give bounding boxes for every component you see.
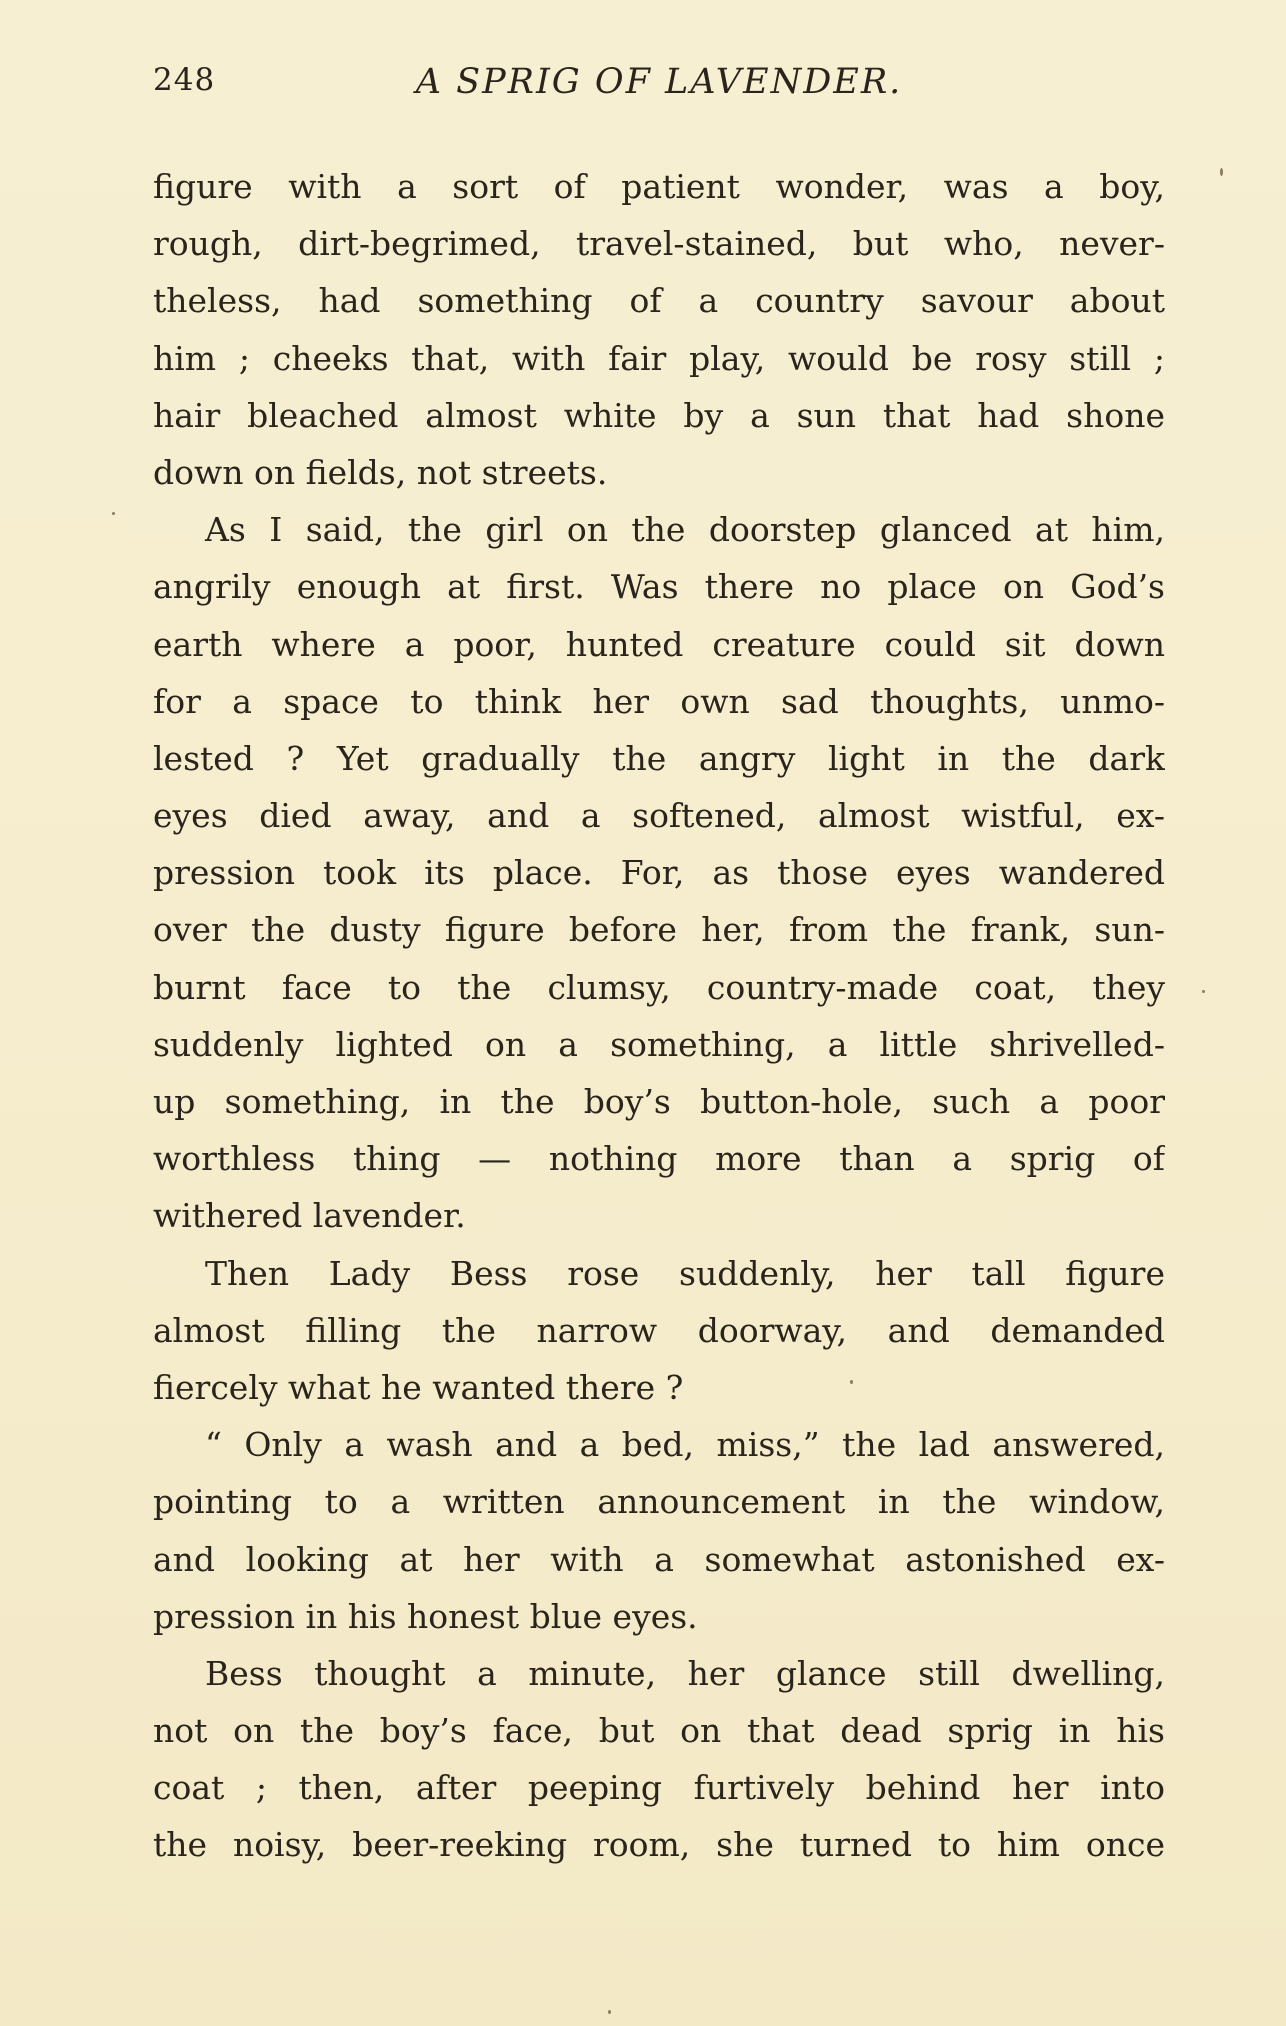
text-line: Then Lady Bess rose suddenly, her tall figure: [205, 1253, 1165, 1293]
text-line: suddenly lighted on a something, a little shrivelled-: [153, 1024, 1165, 1064]
text-line: figure with a sort of patient wonder, was a boy,: [153, 167, 1165, 206]
text-line: up something, in the boy’s button-hole, such a poor: [153, 1082, 1165, 1121]
text-line: and looking at her with a somewhat astonished ex-: [153, 1539, 1165, 1579]
paper-speck: [1202, 990, 1205, 993]
text-line: Bess thought a minute, her glance still dwelling,: [205, 1653, 1165, 1693]
text-line: pression took its place. For, as those eyes wandered: [153, 853, 1165, 893]
text-line: pression in his honest blue eyes.: [153, 1596, 698, 1636]
text-line: the noisy, beer-reeking room, she turned to him once: [153, 1825, 1165, 1865]
text-line: theless, had something of a country savour about: [153, 281, 1165, 321]
text-line: lested ? Yet gradually the angry light in the dark: [153, 738, 1165, 778]
text-line: almost filling the narrow doorway, and demanded: [153, 1310, 1165, 1350]
text-line: As I said, the girl on the doorstep glanced at him,: [205, 510, 1165, 550]
text-line: burnt face to the clumsy, country-made coat, they: [153, 967, 1165, 1007]
text-line: him ; cheeks that, with fair play, would be rosy still ;: [153, 338, 1165, 378]
body-text: [153, 158, 1165, 1874]
text-line: for a space to think her own sad thoughts, unmo-: [153, 681, 1165, 721]
text-line: angrily enough at first. Was there no place on God’s: [153, 567, 1165, 607]
text-line: not on the boy’s face, but on that dead sprig in his: [153, 1711, 1165, 1751]
text-line: hair bleached almost white by a sun that had shone: [153, 395, 1165, 435]
text-line: down on fields, not streets.: [153, 452, 608, 492]
paper-speck: [1220, 168, 1223, 176]
text-line: worthless thing — nothing more than a sprig of: [153, 1139, 1165, 1179]
text-line: pointing to a written announcement in the window,: [153, 1482, 1165, 1522]
text-line: eyes died away, and a softened, almost wistful, ex-: [153, 796, 1165, 836]
text-line: rough, dirt-begrimed, travel-stained, but who, never-: [153, 224, 1165, 264]
text-line: “ Only a wash and a bed, miss,” the lad answered,: [205, 1425, 1165, 1465]
text-line: coat ; then, after peeping furtively behind her into: [153, 1768, 1165, 1808]
running-title: A SPRIG OF LAVENDER.: [415, 62, 903, 102]
text-line: fiercely what he wanted there ?: [153, 1367, 684, 1407]
running-header: [153, 62, 1165, 110]
text-line: earth where a poor, hunted creature could sit down: [153, 624, 1165, 664]
paper-speck: [608, 2010, 611, 2014]
page-number: 248: [153, 62, 216, 98]
paper-speck: [112, 512, 115, 515]
text-line: withered lavender.: [153, 1196, 466, 1236]
paper-speck: [850, 1380, 853, 1384]
text-line: over the dusty figure before her, from the frank, sun-: [153, 910, 1165, 950]
